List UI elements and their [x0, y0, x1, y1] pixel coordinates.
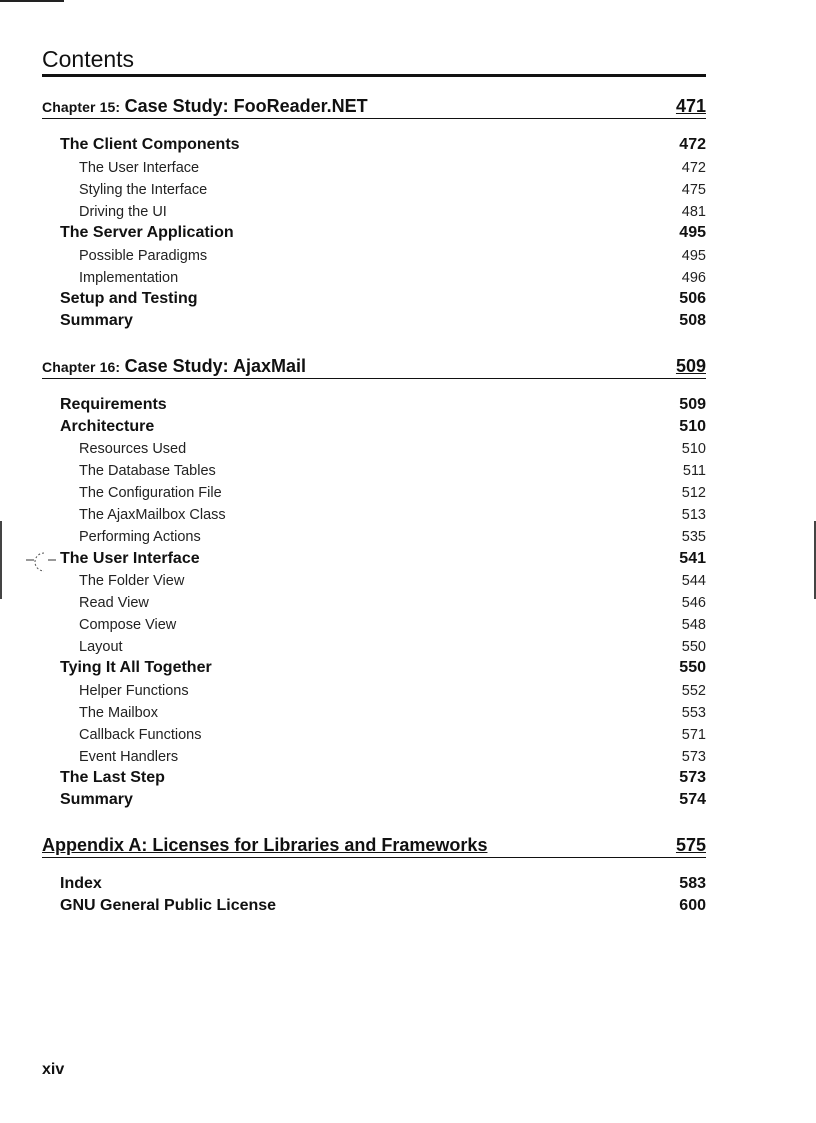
entry-title: The Server Application [60, 224, 234, 241]
entry-title: Architecture [60, 418, 155, 435]
chapter-page: 509 [675, 356, 706, 376]
page-number: xiv [42, 1061, 65, 1078]
toc-subentry [79, 267, 706, 289]
entry-title: Driving the UI [79, 204, 167, 220]
entry-title: Callback Functions [79, 727, 202, 743]
entry-title: The User Interface [79, 160, 200, 176]
entry-title: The User Interface [60, 550, 200, 567]
entry-page: 546 [681, 595, 706, 611]
chapter-title: Case Study: FooReader.NET [124, 96, 368, 116]
entry-title: Compose View [79, 617, 177, 633]
chapter-page: 471 [675, 96, 706, 116]
chapter-heading-text [42, 96, 368, 117]
toc-subentry [79, 245, 706, 267]
entry-title: Event Handlers [79, 749, 179, 765]
chapter-label: Chapter 16: [42, 359, 121, 375]
entry-page: 506 [679, 290, 706, 307]
entry-title: Possible Paradigms [79, 248, 208, 264]
entry-page: 583 [679, 875, 706, 892]
toc-entry [60, 789, 706, 811]
entry-title: Summary [60, 791, 133, 808]
entry-page: 550 [681, 639, 706, 655]
entry-page: 513 [681, 507, 706, 523]
toc-entry [60, 767, 706, 789]
entry-title: Styling the Interface [79, 182, 208, 198]
toc-entry [60, 134, 706, 156]
entry-page: 472 [681, 160, 706, 176]
appendix-title: Appendix A: Licenses for Libraries and Frameworks [42, 835, 488, 855]
entry-title: The Last Step [60, 769, 165, 786]
entry-title: The Configuration File [79, 485, 222, 501]
toc-subentry [79, 438, 706, 460]
chapter-heading [42, 96, 706, 119]
entry-page: 510 [681, 441, 706, 457]
toc-entry [60, 657, 706, 679]
chapter-heading [42, 356, 706, 379]
toc-subentry [79, 680, 706, 702]
entry-page: 544 [681, 573, 706, 589]
corner-crop-mark [0, 0, 64, 2]
entry-page: 600 [679, 897, 706, 914]
entry-page: 573 [681, 749, 706, 765]
entry-page: 495 [679, 224, 706, 241]
entry-title: The Mailbox [79, 705, 158, 721]
entry-title: Index [60, 875, 102, 892]
entry-page: 495 [681, 248, 706, 264]
entry-title: The Folder View [79, 573, 185, 589]
entry-page: 541 [679, 550, 706, 567]
entry-page: 548 [681, 617, 706, 633]
appendix-page: 575 [675, 835, 706, 855]
entry-title: Performing Actions [79, 529, 201, 545]
entry-page: 574 [679, 791, 706, 808]
entry-page: 509 [679, 396, 706, 413]
entry-page: 475 [681, 182, 706, 198]
toc-entry [60, 394, 706, 416]
entry-title: The AjaxMailbox Class [79, 507, 226, 523]
entry-title: The Client Components [60, 136, 240, 153]
toc-subentry [79, 724, 706, 746]
toc-subentry [79, 201, 706, 223]
entry-page: 535 [681, 529, 706, 545]
entry-page: 571 [681, 727, 706, 743]
toc-subentry [79, 592, 706, 614]
entry-title: Tying It All Together [60, 659, 212, 676]
toc-subentry [79, 157, 706, 179]
entry-page: 512 [681, 485, 706, 501]
entry-title: Setup and Testing [60, 290, 198, 307]
entry-page: 552 [681, 683, 706, 699]
toc-subentry [79, 460, 706, 482]
entry-title: Helper Functions [79, 683, 189, 699]
entry-page: 510 [679, 418, 706, 435]
toc-subentry [79, 702, 706, 724]
toc-entry [60, 222, 706, 244]
entry-page: 496 [681, 270, 706, 286]
entry-title: Read View [79, 595, 149, 611]
registration-mark-icon [26, 551, 56, 577]
toc-subentry [79, 504, 706, 526]
toc-subentry [79, 746, 706, 768]
entry-title: Layout [79, 639, 123, 655]
toc-entry [60, 310, 706, 332]
entry-page: 481 [681, 204, 706, 220]
toc-entry [60, 873, 706, 895]
appendix-heading [42, 835, 706, 858]
entry-title: Summary [60, 312, 133, 329]
chapter-label: Chapter 15: [42, 99, 121, 115]
toc-entry [60, 288, 706, 310]
entry-page: 573 [679, 769, 706, 786]
entry-title: The Database Tables [79, 463, 216, 479]
toc-entry [60, 416, 706, 438]
toc-subentry [79, 526, 706, 548]
entry-title: Resources Used [79, 441, 187, 457]
toc-subentry [79, 482, 706, 504]
toc-subentry [79, 570, 706, 592]
toc-entry [60, 548, 706, 570]
entry-title: GNU General Public License [60, 897, 277, 914]
toc-entry [60, 895, 706, 917]
entry-title: Requirements [60, 396, 167, 413]
page-title: Contents [42, 46, 135, 72]
left-crop-mark [0, 521, 2, 599]
entry-page: 472 [679, 136, 706, 153]
entry-page: 508 [679, 312, 706, 329]
entry-page: 550 [679, 659, 706, 676]
toc-subentry [79, 636, 706, 658]
chapter-heading-text [42, 356, 306, 377]
entry-title: Implementation [79, 270, 179, 286]
title-rule [42, 74, 706, 77]
toc-subentry [79, 614, 706, 636]
toc-subentry [79, 179, 706, 201]
entry-page: 511 [682, 463, 706, 479]
chapter-title: Case Study: AjaxMail [124, 356, 306, 376]
entry-page: 553 [681, 705, 706, 721]
